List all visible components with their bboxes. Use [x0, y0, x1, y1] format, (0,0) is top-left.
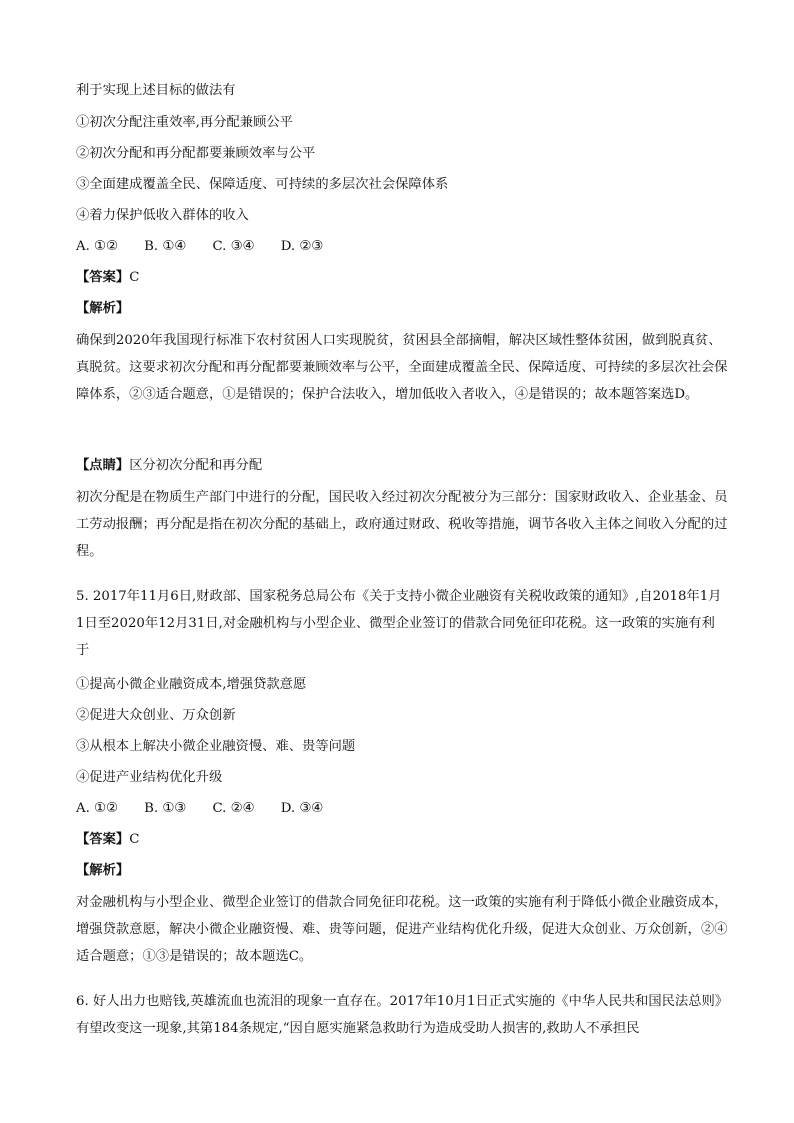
q4-analysis-label: 【解析】 [76, 301, 130, 316]
q5-analysis-label: 【解析】 [76, 863, 130, 878]
q4-option-b: B. ①④ [144, 239, 187, 254]
q5-stem: 5. 2017年11月6日,财政部、国家税务总局公布《关于支持小微企业融资有关税收政策的通知》,自2018年1月1日至2020年12月31日,对金融机构与小型企业、微型企业签订的借款合同免征印花税。这一政策的实施有利于 [76, 589, 722, 658]
q5-option-c: C. ②④ [212, 801, 255, 816]
q4-stem-tail: 利于实现上述目标的做法有 [76, 83, 236, 98]
q5-option-d: D. ③④ [280, 801, 324, 816]
q5-options [76, 800, 726, 818]
q5-answer [76, 831, 726, 849]
q5-item-4: ④促进产业结构优化升级 [76, 770, 223, 785]
q5-option-b: B. ①③ [144, 801, 187, 816]
q5-item-1: ①提高小微企业融资成本,增强贷款意愿 [76, 677, 307, 692]
q5-option-a: A. ①② [76, 801, 118, 816]
q4-tip-label: 【点睛】 [76, 458, 130, 473]
q4-item-2: ②初次分配和再分配都要兼顾效率与公平 [76, 146, 316, 161]
q4-item-1: ①初次分配注重效率,再分配兼顾公平 [76, 115, 293, 130]
q4-item-4: ④着力保护低收入群体的收入 [76, 208, 249, 223]
q4-option-a: A. ①② [76, 239, 118, 254]
q6-stem: 6. 好人出力也赔钱,英雄流血也流泪的现象一直存在。2017年10月1日正式实施的《中华人民共和国民法总则》有望改变这一现象,其第184条规定,“因自愿实施紧急救助行为造成受助人损害的,救助人不承担民 [76, 994, 722, 1036]
q4-answer-label: 【答案】 [76, 270, 130, 285]
q4-tip-text: 初次分配是在物质生产部门中进行的分配，国民收入经过初次分配被分为三部分：国家财政收入、企业基金、员工劳动报酬；再分配是指在初次分配的基础上，政府通过财政、税收等措施，调节各收入主体之间收入分配的过程。 [76, 490, 728, 559]
q4-answer-value: C [129, 270, 140, 285]
q5-answer-value: C [129, 832, 140, 847]
q5-answer-label: 【答案】 [76, 832, 130, 847]
q5-item-2: ②促进大众创业、万众创新 [76, 708, 236, 723]
q4-item-3: ③全面建成覆盖全民、保障适度、可持续的多层次社会保障体系 [76, 177, 449, 192]
q5-analysis-text: 对金融机构与小型企业、微型企业签订的借款合同免征印花税。这一政策的实施有利于降低小微企业融资成本，增强贷款意愿，解决小微企业融资慢、难、贵等问题，促进产业结构优化升级，促进大众创业、万众创新，②④适合题意；①③是错误的；故本题选C。 [76, 895, 728, 964]
q4-tip-title: 区分初次分配和再分配 [129, 458, 263, 473]
q4-option-c: C. ③④ [212, 239, 255, 254]
q5-item-3: ③从根本上解决小微企业融资慢、难、贵等问题 [76, 739, 356, 754]
q4-answer [76, 269, 726, 287]
q4-analysis-text: 确保到2020年我国现行标准下农村贫困人口实现脱贫，贫困县全部摘帽，解决区域性整体贫困，做到脱真贫、真脱贫。这要求初次分配和再分配都要兼顾效率与公平，全面建成覆盖全民、保障适度、可持续的多层次社会保障体系，②③适合题意，①是错误的；保护合法收入，增加低收入者收入，④是错误的；故本题答案选D。 [76, 333, 728, 402]
q4-option-d: D. ②③ [280, 239, 324, 254]
q4-tip [76, 457, 726, 475]
q4-options [76, 238, 726, 256]
